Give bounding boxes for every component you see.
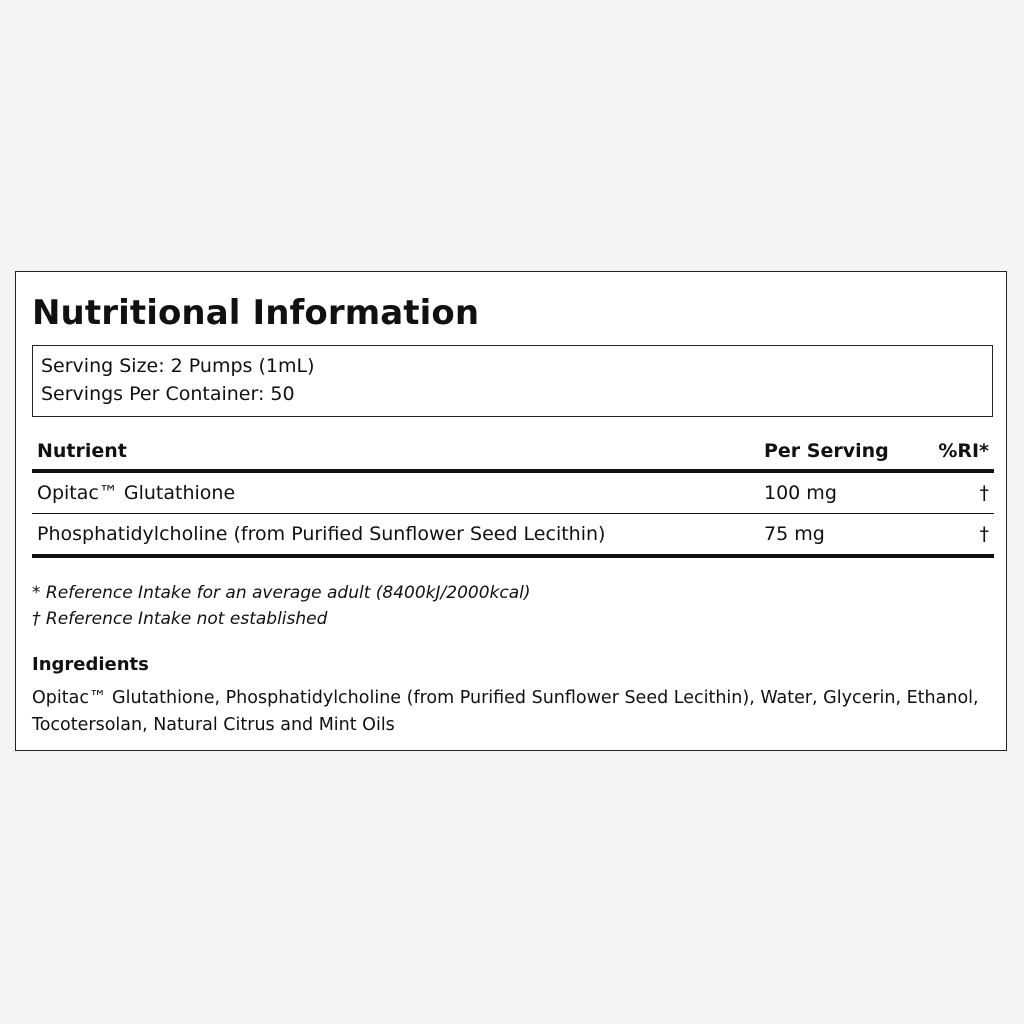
nutrient-amount: 75 mg [764, 523, 825, 545]
footnote-reference-intake: * Reference Intake for an average adult (8400kJ/2000kcal) [32, 583, 531, 603]
serving-size: Serving Size: 2 Pumps (1mL) [41, 355, 315, 377]
table-row [32, 473, 994, 514]
serving-info-box [32, 345, 993, 417]
footnotes [32, 580, 531, 632]
footnote-not-established: † Reference Intake not established [32, 609, 328, 629]
header-per-serving: Per Serving [764, 440, 889, 462]
nutrient-name: Opitac™ Glutathione [37, 482, 236, 504]
table-header-row [32, 432, 994, 473]
nutrient-ri: † [979, 523, 989, 545]
nutrition-panel [15, 271, 1007, 751]
ingredients-heading: Ingredients [32, 654, 149, 675]
servings-per-container: Servings Per Container: 50 [41, 383, 295, 405]
table-row [32, 514, 994, 558]
nutrient-amount: 100 mg [764, 482, 837, 504]
ingredients-list: Opitac™ Glutathione, Phosphatidylcholine (from Purified Sunflower Seed Lecithin), Water, Glycerin, Ethanol, Tocotersolan, Natural Citrus and Mint Oils [32, 688, 979, 735]
nutrient-table [32, 432, 994, 558]
nutrient-ri: † [979, 482, 989, 504]
panel-title: Nutritional Information [32, 293, 480, 333]
nutrient-name: Phosphatidylcholine (from Purified Sunflower Seed Lecithin) [37, 523, 606, 545]
header-nutrient: Nutrient [37, 440, 127, 462]
header-ri: %RI* [938, 440, 989, 462]
